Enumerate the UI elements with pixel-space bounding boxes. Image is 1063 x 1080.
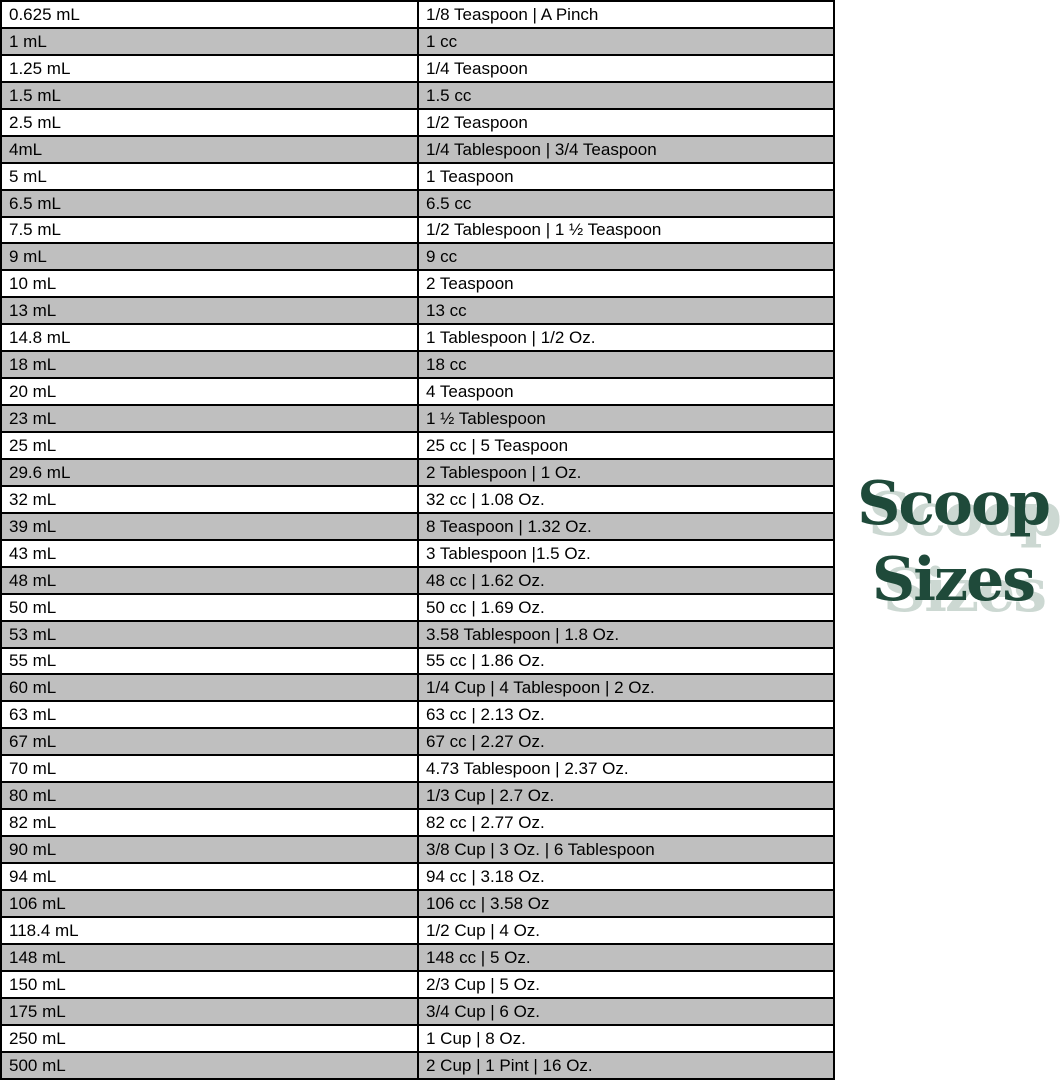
conversion-cell: 2 Tablespoon | 1 Oz. [418,459,834,486]
table-row [1,594,834,621]
table-row [1,405,834,432]
conversion-cell: 1 ½ Tablespoon [418,405,834,432]
conversion-cell: 1 cc [418,28,834,55]
ml-cell: 500 mL [1,1052,418,1079]
table-row [1,163,834,190]
ml-cell: 29.6 mL [1,459,418,486]
ml-cell: 148 mL [1,944,418,971]
conversion-cell: 63 cc | 2.13 Oz. [418,701,834,728]
table-row [1,109,834,136]
conversion-cell: 1.5 cc [418,82,834,109]
ml-cell: 82 mL [1,809,418,836]
ml-cell: 10 mL [1,270,418,297]
table-row [1,297,834,324]
table-row [1,270,834,297]
table-row [1,217,834,244]
table-row [1,567,834,594]
table-row [1,28,834,55]
conversion-cell: 106 cc | 3.58 Oz [418,890,834,917]
conversion-cell: 2 Teaspoon [418,270,834,297]
table-row [1,378,834,405]
table-row [1,674,834,701]
conversion-table-body [1,1,834,1079]
ml-cell: 55 mL [1,648,418,675]
table-row [1,863,834,890]
table-row [1,836,834,863]
table-row [1,243,834,270]
conversion-cell: 9 cc [418,243,834,270]
conversion-cell: 4.73 Tablespoon | 2.37 Oz. [418,755,834,782]
logo-line-1: Scoop [857,469,1049,539]
conversion-cell: 55 cc | 1.86 Oz. [418,648,834,675]
ml-cell: 53 mL [1,621,418,648]
ml-cell: 106 mL [1,890,418,917]
table-row [1,728,834,755]
table-row [1,701,834,728]
conversion-cell: 148 cc | 5 Oz. [418,944,834,971]
table-row [1,459,834,486]
table-row [1,809,834,836]
conversion-cell: 4 Teaspoon [418,378,834,405]
conversion-cell: 6.5 cc [418,190,834,217]
ml-cell: 150 mL [1,971,418,998]
ml-cell: 1.5 mL [1,82,418,109]
scoop-sizes-logo [843,466,1063,618]
table-row [1,55,834,82]
conversion-cell: 1/2 Teaspoon [418,109,834,136]
conversion-cell: 3.58 Tablespoon | 1.8 Oz. [418,621,834,648]
conversion-cell: 82 cc | 2.77 Oz. [418,809,834,836]
ml-cell: 18 mL [1,351,418,378]
conversion-cell: 67 cc | 2.27 Oz. [418,728,834,755]
conversion-cell: 1/4 Teaspoon [418,55,834,82]
ml-cell: 48 mL [1,567,418,594]
conversion-cell: 1/2 Cup | 4 Oz. [418,917,834,944]
ml-cell: 250 mL [1,1025,418,1052]
ml-cell: 1.25 mL [1,55,418,82]
conversion-cell: 8 Teaspoon | 1.32 Oz. [418,513,834,540]
conversion-cell: 50 cc | 1.69 Oz. [418,594,834,621]
conversion-cell: 32 cc | 1.08 Oz. [418,486,834,513]
table-row [1,1052,834,1079]
table-row [1,82,834,109]
table-row [1,136,834,163]
table-row [1,998,834,1025]
conversion-cell: 13 cc [418,297,834,324]
table-row [1,621,834,648]
conversion-cell: 2/3 Cup | 5 Oz. [418,971,834,998]
ml-cell: 1 mL [1,28,418,55]
ml-cell: 118.4 mL [1,917,418,944]
conversion-cell: 1/4 Tablespoon | 3/4 Teaspoon [418,136,834,163]
conversion-cell: 3/8 Cup | 3 Oz. | 6 Tablespoon [418,836,834,863]
conversion-cell: 1 Cup | 8 Oz. [418,1025,834,1052]
ml-cell: 70 mL [1,755,418,782]
ml-cell: 20 mL [1,378,418,405]
table-row [1,513,834,540]
conversion-cell: 1 Tablespoon | 1/2 Oz. [418,324,834,351]
table-row [1,486,834,513]
ml-cell: 32 mL [1,486,418,513]
ml-cell: 6.5 mL [1,190,418,217]
table-row [1,648,834,675]
conversion-cell: 3/4 Cup | 6 Oz. [418,998,834,1025]
conversion-cell: 25 cc | 5 Teaspoon [418,432,834,459]
ml-cell: 63 mL [1,701,418,728]
ml-cell: 50 mL [1,594,418,621]
conversion-cell: 1 Teaspoon [418,163,834,190]
conversion-cell: 1/2 Tablespoon | 1 ½ Teaspoon [418,217,834,244]
table-row [1,890,834,917]
table-row [1,917,834,944]
ml-cell: 23 mL [1,405,418,432]
table-row [1,190,834,217]
ml-cell: 14.8 mL [1,324,418,351]
ml-cell: 4mL [1,136,418,163]
ml-cell: 67 mL [1,728,418,755]
table-row [1,324,834,351]
table-row [1,351,834,378]
ml-cell: 5 mL [1,163,418,190]
table-row [1,540,834,567]
ml-cell: 94 mL [1,863,418,890]
table-row [1,432,834,459]
table-row [1,971,834,998]
conversion-cell: 18 cc [418,351,834,378]
table-row [1,1025,834,1052]
table-row [1,755,834,782]
ml-cell: 60 mL [1,674,418,701]
ml-cell: 80 mL [1,782,418,809]
ml-cell: 7.5 mL [1,217,418,244]
ml-cell: 43 mL [1,540,418,567]
conversion-cell: 94 cc | 3.18 Oz. [418,863,834,890]
ml-cell: 2.5 mL [1,109,418,136]
table-row [1,782,834,809]
table-row [1,1,834,28]
conversion-cell: 3 Tablespoon |1.5 Oz. [418,540,834,567]
conversion-cell: 2 Cup | 1 Pint | 16 Oz. [418,1052,834,1079]
conversion-cell: 1/3 Cup | 2.7 Oz. [418,782,834,809]
ml-cell: 13 mL [1,297,418,324]
ml-cell: 9 mL [1,243,418,270]
ml-cell: 90 mL [1,836,418,863]
table-row [1,944,834,971]
ml-cell: 0.625 mL [1,1,418,28]
logo-line-2: Sizes [871,545,1035,615]
ml-cell: 25 mL [1,432,418,459]
conversion-cell: 1/4 Cup | 4 Tablespoon | 2 Oz. [418,674,834,701]
conversion-cell: 48 cc | 1.62 Oz. [418,567,834,594]
ml-cell: 39 mL [1,513,418,540]
conversion-cell: 1/8 Teaspoon | A Pinch [418,1,834,28]
ml-cell: 175 mL [1,998,418,1025]
